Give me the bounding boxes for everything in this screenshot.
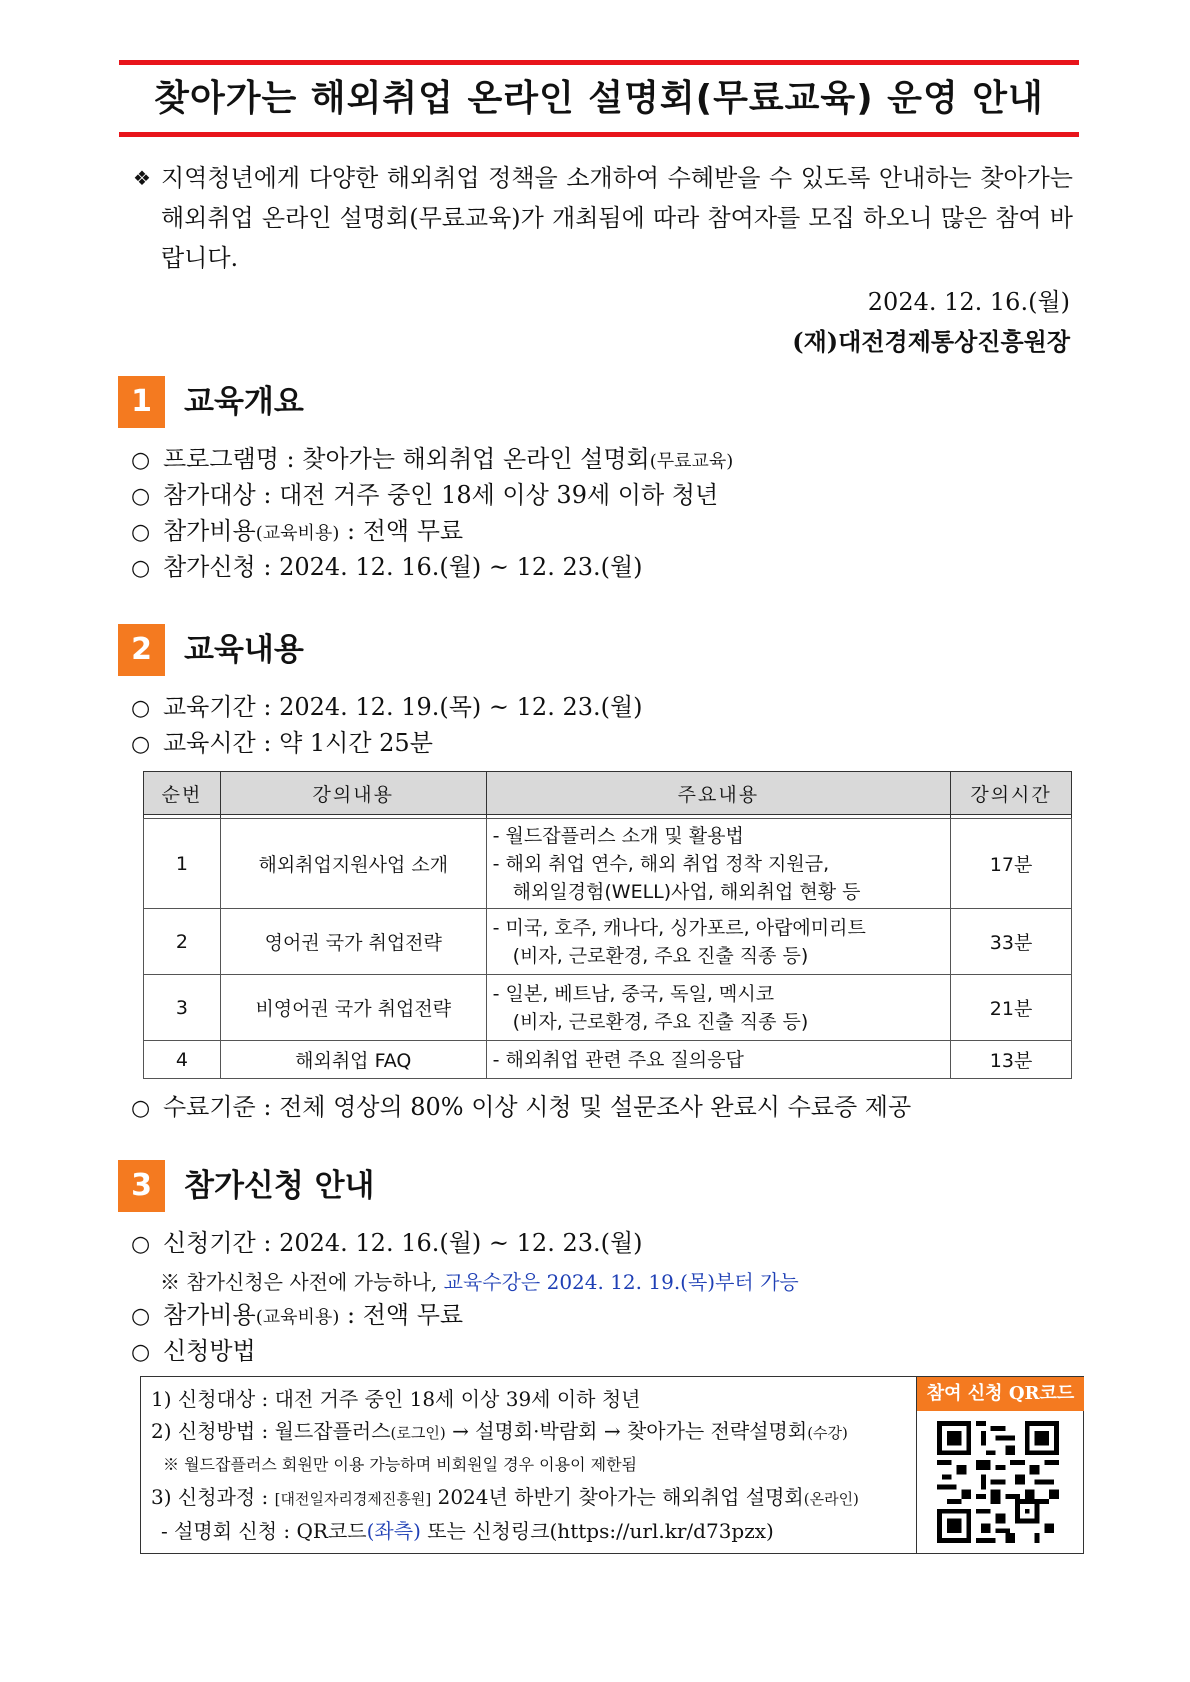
content-line: - 미국, 호주, 캐나다, 싱가포르, 아랍에미리트: [492, 916, 866, 939]
lecture-time: 21분: [951, 975, 1072, 1041]
section-title: 교육내용: [184, 632, 304, 668]
item-small-text: (무료교육): [649, 451, 734, 472]
course-table: [143, 771, 1072, 1079]
content-line: (비자, 근로환경, 주요 진출 직종 등): [512, 944, 809, 967]
step-text: 3) 신청과정 :: [151, 1485, 275, 1509]
item-text: 신청방법: [163, 1337, 256, 1365]
intro-paragraph: [133, 158, 1073, 278]
diamond-bullet-icon: ❖: [133, 166, 151, 190]
circle-bullet-icon: ○: [131, 1340, 151, 1365]
content-line: 해외일경험(WELL)사업, 해외취업 현황 등: [512, 880, 861, 903]
step-small-text: (로그인): [390, 1424, 446, 1442]
item-text: : 전액 무료: [339, 517, 464, 545]
intro-text: 지역청년에게 다양한 해외취업 정책을 소개하여 수혜받을 수 있도록 안내하는 찾아가는 해외취업 온라인 설명회(무료교육)가 개최됨에 따라 참여자를 모집 하오니 많은 참여 바랍니다.: [161, 164, 1073, 272]
section-number: 2: [118, 624, 165, 676]
section-title: 교육개요: [184, 384, 304, 420]
column-header: 주요내용: [486, 772, 951, 815]
left-indicator: (좌측): [366, 1519, 421, 1543]
lecture-time: 17분: [951, 819, 1072, 909]
circle-bullet-icon: ○: [131, 1232, 151, 1257]
lecture-title: 해외취업지원사업 소개: [220, 819, 486, 909]
note-text: ※ 참가신청은 사전에 가능하나,: [160, 1270, 444, 1294]
circle-bullet-icon: ○: [131, 556, 151, 581]
program-name-item: [131, 442, 733, 479]
application-item: [131, 550, 643, 586]
lecture-time: 33분: [951, 909, 1072, 975]
item-text: 수료기준 : 전체 영상의 80% 이상 시청 및 설문조사 완료시 수료증 제공: [163, 1093, 912, 1121]
item-text: 신청기간 : 2024. 12. 16.(월) ~ 12. 23.(월): [163, 1229, 643, 1257]
lecture-title: 해외취업 FAQ: [220, 1041, 486, 1079]
fee-item: [131, 1298, 463, 1335]
step-text: 2024년 하반기 찾아가는 해외취업 설명회: [431, 1485, 804, 1509]
item-text: 프로그램명 : 찾아가는 해외취업 온라인 설명회: [163, 445, 650, 473]
completion-criteria-item: [131, 1090, 911, 1126]
notice-date: 2024. 12. 16.(월): [867, 288, 1070, 316]
table-row: [144, 1041, 1072, 1079]
qr-code-icon[interactable]: [933, 1421, 1063, 1543]
content-line: (비자, 근로환경, 주요 진출 직종 등): [512, 1010, 809, 1033]
item-text: 참가신청 : 2024. 12. 16.(월) ~ 12. 23.(월): [163, 553, 643, 581]
education-period-item: [131, 690, 643, 726]
lecture-title: 영어권 국가 취업전략: [220, 909, 486, 975]
row-number: 3: [144, 975, 221, 1041]
lecture-content: [486, 909, 951, 975]
table-row: [144, 909, 1072, 975]
step-text: 2) 신청방법 : 월드잡플러스: [151, 1419, 391, 1443]
column-header: 강의시간: [951, 772, 1072, 815]
section-title: 참가신청 안내: [184, 1168, 375, 1204]
circle-bullet-icon: ○: [131, 1096, 151, 1121]
step-small-text: (수강): [807, 1424, 848, 1442]
lecture-content: [486, 975, 951, 1041]
circle-bullet-icon: ○: [131, 732, 151, 757]
item-text: 참가대상 : 대전 거주 중인 18세 이상 39세 이하 청년: [163, 481, 719, 509]
content-line: - 월드잡플러스 소개 및 활용법: [492, 824, 744, 847]
step-text: → 설명회·박람회 → 찾아가는 전략설명회: [445, 1419, 808, 1443]
signup-link[interactable]: 또는 신청링크(https://url.kr/d73pzx): [420, 1519, 774, 1543]
step-small-text: (온라인): [803, 1490, 859, 1508]
education-time-item: [131, 726, 433, 762]
item-text: 교육기간 : 2024. 12. 19.(목) ~ 12. 23.(월): [163, 693, 643, 721]
section-number: 3: [118, 1160, 165, 1212]
page-title: 찾아가는 해외취업 온라인 설명회(무료교육) 운영 안내: [154, 78, 1044, 119]
title-bottom-rule: [119, 132, 1079, 137]
lecture-title: 비영어권 국가 취업전략: [220, 975, 486, 1041]
table-row: [144, 819, 1072, 909]
circle-bullet-icon: ○: [131, 484, 151, 509]
application-period-item: [131, 1226, 643, 1262]
item-small-text: (교육비용): [255, 523, 340, 544]
qr-column: [916, 1377, 1084, 1553]
table-row: [144, 975, 1072, 1041]
column-header: 강의내용: [220, 772, 486, 815]
row-number: 2: [144, 909, 221, 975]
application-note: [160, 1266, 799, 1295]
item-small-text: (교육비용): [255, 1307, 340, 1328]
application-info-box: [140, 1376, 1084, 1554]
fee-item: [131, 514, 463, 551]
note-highlight: 교육수강은 2024. 12. 19.(목)부터 가능: [443, 1270, 799, 1294]
lecture-content: [486, 1041, 951, 1079]
method-item: [131, 1334, 256, 1370]
title-top-rule: [119, 60, 1079, 65]
step-text: - 설명회 신청 : QR코드: [161, 1519, 367, 1543]
item-text: : 전액 무료: [339, 1301, 464, 1329]
member-note: ※ 월드잡플러스 회원만 이용 가능하며 비회원일 경우 이용이 제한됨: [163, 1455, 638, 1474]
item-text: 교육시간 : 약 1시간 25분: [163, 729, 433, 757]
item-text: 참가비용: [163, 517, 256, 545]
table-header-row: [144, 772, 1072, 815]
content-line: - 해외취업 관련 주요 질의응답: [492, 1048, 744, 1071]
circle-bullet-icon: ○: [131, 1304, 151, 1329]
target-item: [131, 478, 718, 514]
application-steps: [151, 1383, 911, 1547]
circle-bullet-icon: ○: [131, 520, 151, 545]
section-number: 1: [118, 376, 165, 428]
row-number: 4: [144, 1041, 221, 1079]
lecture-content: [486, 819, 951, 909]
column-header: 순번: [144, 772, 221, 815]
signup-link-line: [151, 1515, 911, 1547]
qr-title: 참여 신청 QR코드: [917, 1377, 1084, 1411]
issuer: (재)대전경제통상진흥원장: [792, 327, 1070, 356]
step-small-text: [대전일자리경제진흥원]: [274, 1490, 432, 1508]
circle-bullet-icon: ○: [131, 696, 151, 721]
circle-bullet-icon: ○: [131, 448, 151, 473]
step-process: [151, 1481, 911, 1515]
item-text: 참가비용: [163, 1301, 256, 1329]
lecture-time: 13분: [951, 1041, 1072, 1079]
step-target: 1) 신청대상 : 대전 거주 중인 18세 이상 39세 이하 청년: [151, 1387, 641, 1411]
content-line: - 해외 취업 연수, 해외 취업 정착 지원금,: [492, 852, 830, 875]
row-number: 1: [144, 819, 221, 909]
step-method: [151, 1415, 911, 1449]
content-line: - 일본, 베트남, 중국, 독일, 멕시코: [492, 982, 775, 1005]
